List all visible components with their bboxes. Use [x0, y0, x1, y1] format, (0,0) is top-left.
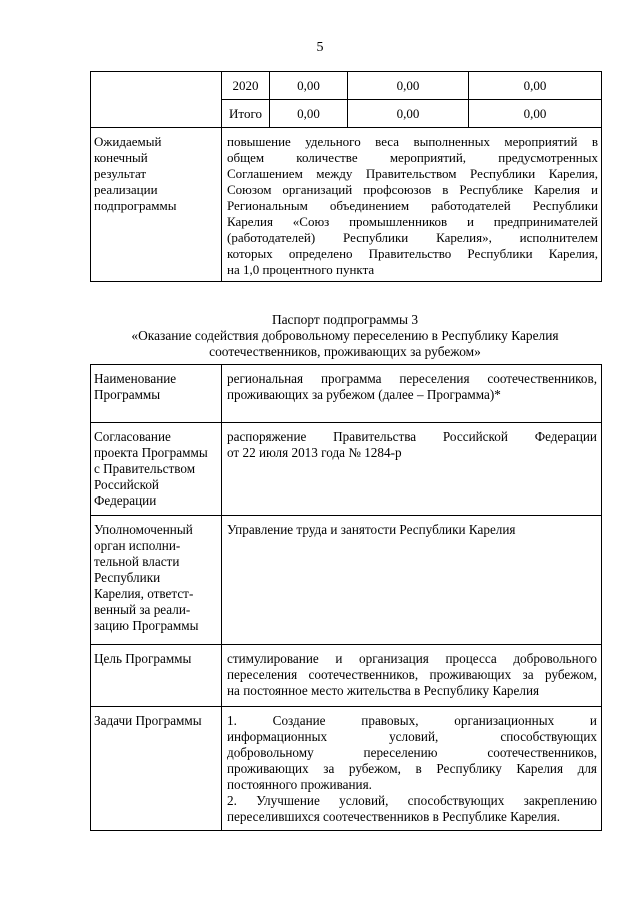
value-cell: 0,00 — [348, 100, 469, 128]
label-line: Уполномоченный — [94, 522, 193, 537]
text-line: Союзом организаций профсоюзов в Республике Карелия и — [227, 182, 598, 197]
row-value — [222, 365, 602, 423]
text-line: повышение удельного веса выполненных мероприятий в — [227, 134, 598, 149]
label-line: Задачи Программы — [94, 713, 202, 728]
text-line: общем количестве мероприятий, предусмотренных — [227, 150, 598, 165]
row-value — [222, 423, 602, 516]
text-line: на 1,0 процентного пункта — [227, 262, 375, 277]
expected-result-label — [91, 128, 222, 282]
row-value — [222, 645, 602, 707]
text-line: Управление труда и занятости Республики Карелия — [227, 522, 516, 537]
finance-table — [90, 71, 602, 282]
table-row — [91, 72, 602, 100]
text-line: которых определено Правительство Республики Карелия, — [227, 246, 598, 261]
text-line: информационных условий, способствующих — [227, 729, 597, 744]
label-line: Карелия, ответст- — [94, 586, 194, 601]
page-number: 5 — [316, 40, 324, 55]
passport-title-line: соотечественников, проживающих за рубежом» — [209, 344, 481, 359]
expected-result-text — [222, 128, 602, 282]
text-line: постоянного проживания. — [227, 777, 372, 792]
label-line: результат — [94, 166, 147, 181]
text-line: региональная программа переселения соотечественников, — [227, 371, 597, 386]
label-line: конечный — [94, 150, 148, 165]
label-line: проекта Программы — [94, 445, 208, 460]
text-line: добровольному переселению соотечественников, — [227, 745, 597, 760]
text-line: переселения соотечественников, проживающих за рубежом, — [227, 667, 597, 682]
text-line: распоряжение Правительства Российской Федерации — [227, 429, 597, 444]
label-line: Наименование — [94, 371, 177, 386]
row-label — [91, 365, 222, 423]
value-cell: 0,00 — [469, 100, 602, 128]
row-value — [222, 707, 602, 831]
passport-row-tasks — [91, 707, 602, 831]
text-line: (работодателей) Республики Карелия», исполнителем — [227, 230, 598, 245]
label-line: тельной власти — [94, 554, 180, 569]
label-line: Согласование — [94, 429, 171, 444]
label-line: Федерации — [94, 493, 157, 508]
text-line: на постоянное место жительства в Республику Карелия — [227, 683, 540, 698]
label-line: подпрограммы — [94, 198, 177, 213]
table-cell-empty — [91, 72, 222, 128]
row-label — [91, 423, 222, 516]
label-line: реализации — [94, 182, 158, 197]
passport-title-line: Паспорт подпрограммы 3 — [271, 312, 419, 327]
label-line: с Правительством — [94, 461, 196, 476]
value-cell: 0,00 — [469, 72, 602, 100]
passport-title-line: «Оказание содействия добровольному переселению в Республику Карелия — [131, 328, 559, 343]
text-line: стимулирование и организация процесса добровольного — [227, 651, 597, 666]
value-cell: 0,00 — [348, 72, 469, 100]
text-line: Региональным объединением работодателей Республики — [227, 198, 598, 213]
text-line: проживающих за рубежом (далее – Программа)* — [227, 387, 501, 402]
text-line: 1. Создание правовых, организационных и — [227, 713, 597, 728]
passport-title — [0, 312, 640, 360]
passport-row-name — [91, 365, 602, 423]
label-line: зацию Программы — [94, 618, 199, 633]
text-line: от 22 июля 2013 года № 1284-р — [227, 445, 402, 460]
passport-row-authority — [91, 516, 602, 645]
label-line: Программы — [94, 387, 161, 402]
label-line: венный за реали- — [94, 602, 191, 617]
row-label — [91, 516, 222, 645]
row-value — [222, 516, 602, 645]
expected-result-row — [91, 128, 602, 282]
passport-row-approval — [91, 423, 602, 516]
text-line: Соглашением между Правительством Республики Карелия, — [227, 166, 598, 181]
year-cell: 2020 — [222, 72, 270, 100]
value-cell: 0,00 — [270, 72, 348, 100]
text-line: проживающих за рубежом, в Республику Карелия для — [227, 761, 597, 776]
label-line: Цель Программы — [94, 651, 192, 666]
label-line: орган исполни- — [94, 538, 181, 553]
label-line: Российской — [94, 477, 159, 492]
text-line: переселившихся соотечественников в Республике Карелия. — [227, 809, 561, 824]
label-line: Ожидаемый — [94, 134, 162, 149]
total-label-cell: Итого — [222, 100, 270, 128]
row-label — [91, 645, 222, 707]
value-cell: 0,00 — [270, 100, 348, 128]
row-label — [91, 707, 222, 831]
text-line: Карелия «Союз промышленников и предпринимателей — [227, 214, 598, 229]
passport-table — [90, 364, 602, 831]
label-line: Республики — [94, 570, 161, 585]
text-line: 2. Улучшение условий, способствующих закреплению — [227, 793, 597, 808]
passport-row-goal — [91, 645, 602, 707]
